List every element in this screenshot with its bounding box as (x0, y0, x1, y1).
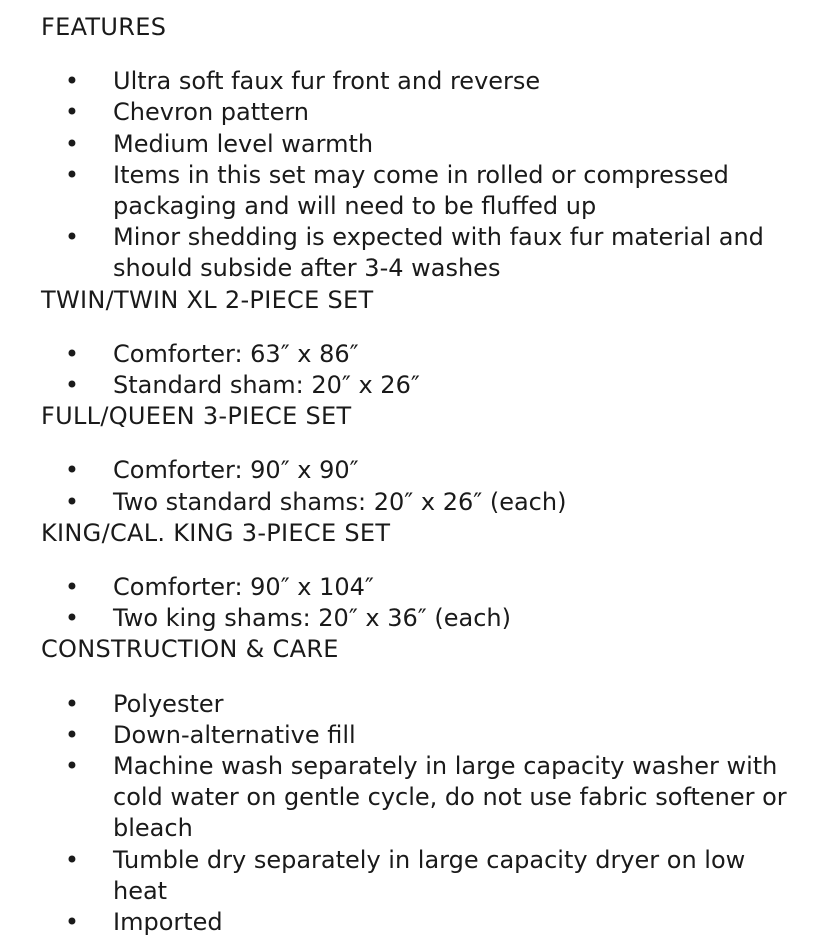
list-item-text: Imported (113, 908, 223, 937)
full-queen-set-section (41, 401, 801, 518)
bullet-icon: • (64, 720, 80, 749)
list-item (41, 455, 801, 486)
product-details-document (41, 12, 801, 938)
features-section (41, 12, 801, 285)
bullet-icon: • (64, 371, 80, 400)
list-item (41, 751, 801, 845)
section-heading: FULL/QUEEN 3-PIECE SET (41, 402, 352, 431)
list-item-text: Standard sham: 20″ x 26″ (113, 371, 420, 400)
construction-care-section (41, 634, 801, 938)
list-item-text: Minor shedding is expected with faux fur material and should subside after 3-4 washes (113, 223, 764, 283)
list-item-text: Comforter: 63″ x 86″ (113, 339, 359, 368)
list-item (41, 689, 801, 720)
bullet-icon: • (64, 689, 80, 718)
list-item-text: Comforter: 90″ x 104″ (113, 573, 374, 602)
list-item-text: Down-alternative fill (113, 720, 356, 749)
list-item (41, 487, 801, 518)
list-item (41, 572, 801, 603)
list-item-text: Items in this set may come in rolled or compressed packaging and will need to be fluffed up (113, 160, 729, 221)
bullet-icon: • (64, 456, 80, 485)
list-item (41, 222, 801, 284)
list-item-text: Ultra soft faux fur front and reverse (113, 67, 541, 96)
list-item-text: Tumble dry separately in large capacity dryer on low heat (113, 845, 746, 905)
bullet-list (41, 455, 801, 517)
bullet-icon: • (64, 573, 80, 602)
twin-set-section (41, 285, 801, 402)
bullet-icon: • (64, 487, 80, 516)
bullet-icon: • (64, 752, 80, 781)
list-item (41, 339, 801, 370)
section-heading: CONSTRUCTION & CARE (41, 635, 339, 664)
list-item-text: Two king shams: 20″ x 36″ (each) (113, 604, 511, 633)
bullet-icon: • (64, 160, 80, 189)
list-item-text: Polyester (113, 689, 224, 718)
king-set-section (41, 518, 801, 635)
list-item (41, 129, 801, 160)
list-item (41, 603, 801, 634)
list-item (41, 160, 801, 222)
list-item-text: Chevron pattern (113, 98, 309, 127)
bullet-list (41, 66, 801, 284)
list-item-text: Two standard shams: 20″ x 26″ (each) (113, 487, 567, 516)
section-heading: TWIN/TWIN XL 2-PIECE SET (41, 285, 374, 314)
bullet-list (41, 572, 801, 634)
section-heading: FEATURES (41, 13, 167, 41)
bullet-icon: • (64, 845, 80, 874)
list-item-text: Machine wash separately in large capacity washer with cold water on gentle cycle, do not use fabric softener or bleach (113, 752, 787, 843)
bullet-icon: • (64, 339, 80, 368)
bullet-icon: • (64, 223, 80, 252)
list-item (41, 845, 801, 907)
bullet-icon: • (64, 908, 80, 937)
bullet-icon: • (64, 604, 80, 633)
list-item (41, 720, 801, 751)
bullet-icon: • (64, 67, 80, 96)
bullet-list (41, 689, 801, 939)
list-item (41, 66, 801, 97)
bullet-icon: • (64, 98, 80, 127)
bullet-list (41, 339, 801, 401)
section-heading: KING/CAL. KING 3-PIECE SET (41, 518, 391, 547)
list-item (41, 907, 801, 938)
list-item (41, 370, 801, 401)
list-item-text: Comforter: 90″ x 90″ (113, 456, 359, 485)
list-item (41, 97, 801, 128)
list-item-text: Medium level warmth (113, 129, 374, 158)
bullet-icon: • (64, 129, 80, 158)
